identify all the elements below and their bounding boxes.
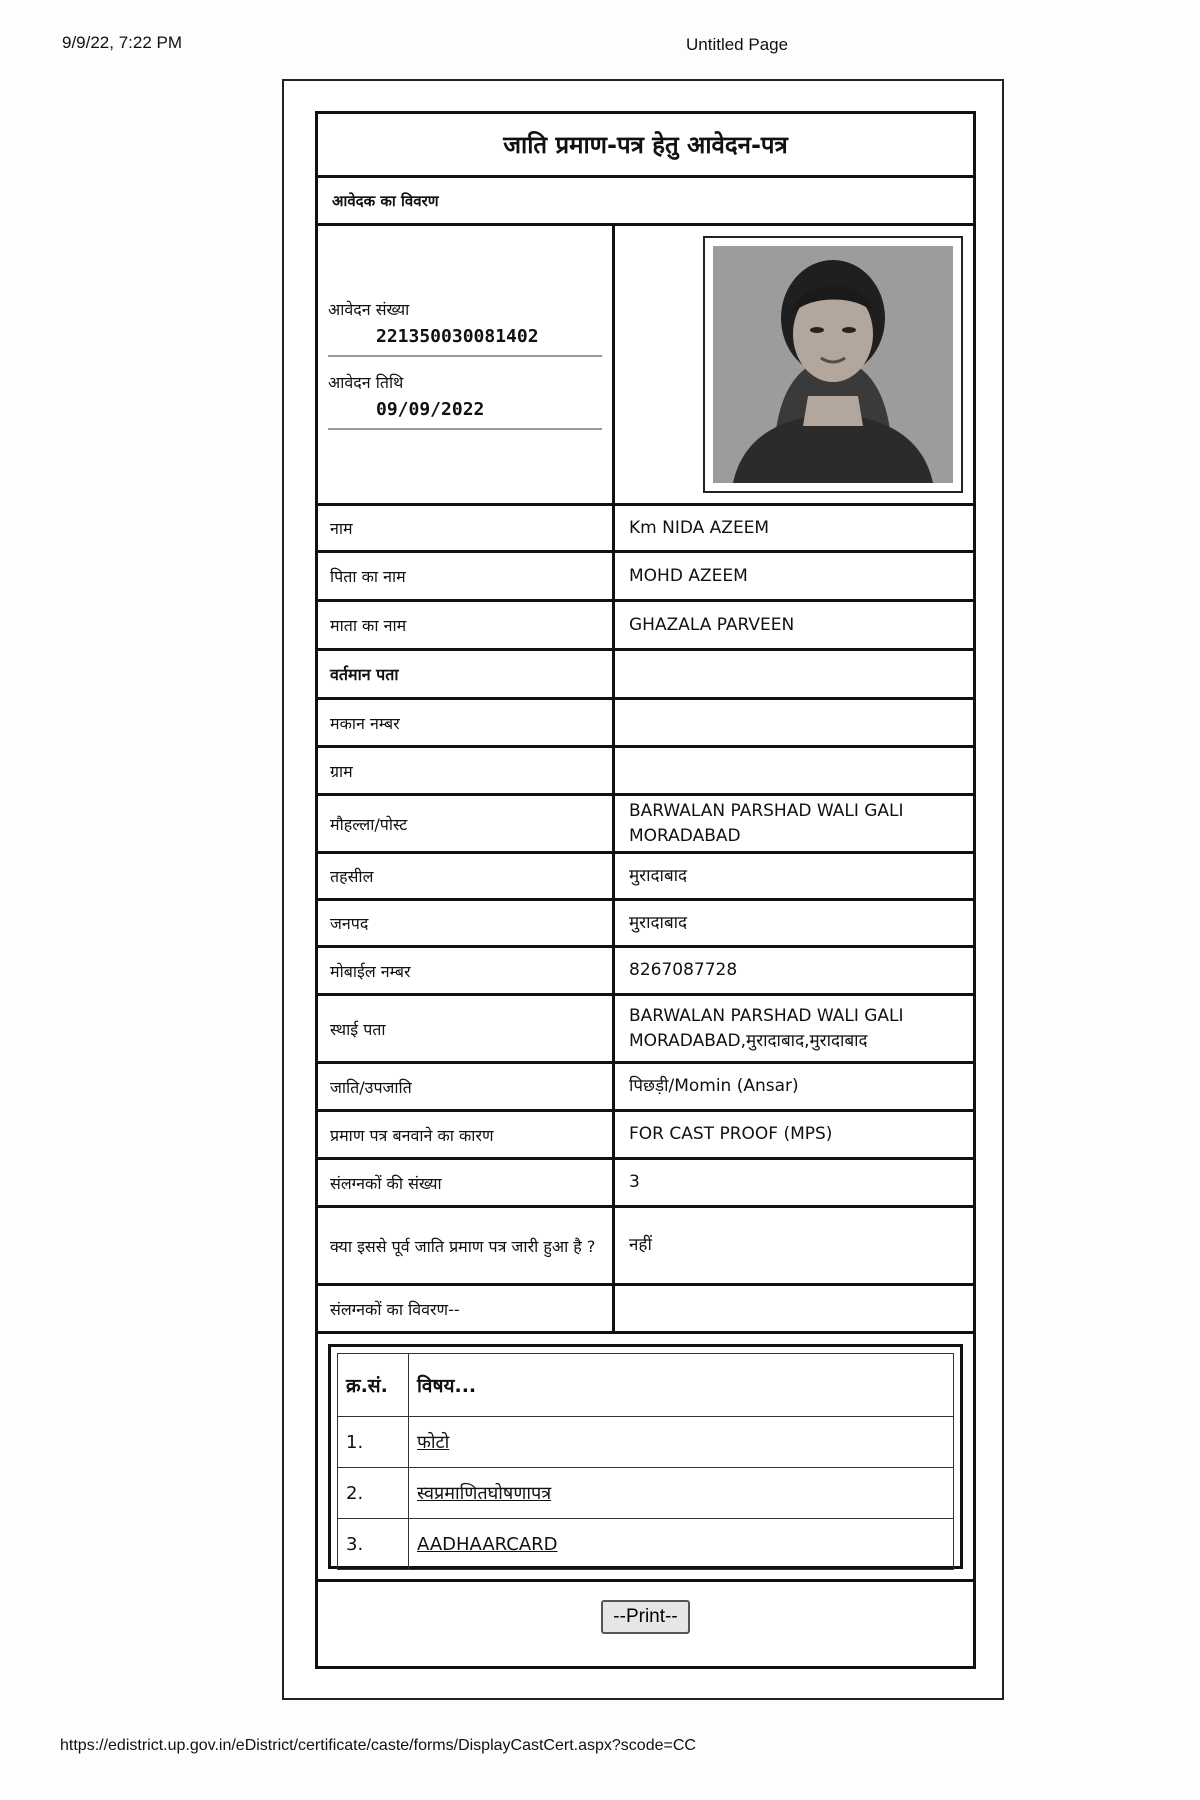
caste-subcaste-value: पिछड़ी/Momin (Ansar) [629,1076,799,1097]
attachment-num: 1. [338,1417,409,1468]
mobile-number-value: 8267087728 [629,960,738,981]
detail-row-caste-subcaste [318,1064,973,1112]
detail-row-father-name [318,553,973,602]
tehsil-label: तहसील [318,854,615,898]
previous-certificate-label: क्या इससे पूर्व जाति प्रमाण पत्र जारी हुआ है ? [318,1208,615,1283]
attachments-table-frame [328,1344,963,1569]
attachment-link-aadhaar[interactable]: AADHAARCARD [417,1533,558,1555]
mother-name-value: GHAZALA PARVEEN [629,614,795,635]
photo-cell [615,226,973,503]
mobile-number-label: मोबाईल नम्बर [318,948,615,993]
print-row [318,1582,973,1652]
section-title: आवेदक का विवरण [318,178,973,226]
detail-row-attachment-details [318,1286,973,1334]
detail-row-mobile-number [318,948,973,996]
mother-name-label: माता का नाम [318,602,615,648]
father-name-value: MOHD AZEEM [629,565,748,586]
mohalla-post-value: BARWALAN PARSHAD WALI GALI MORADABAD [629,800,904,846]
attachment-cell [409,1468,954,1519]
detail-row-attachment-count [318,1160,973,1208]
district-value: मुरादाबाद [629,912,688,933]
table-row [338,1468,954,1519]
application-number: 221350030081402 [328,326,602,357]
detail-row-permanent-address [318,996,973,1064]
form-title: जाति प्रमाण-पत्र हेतु आवेदन-पत्र [318,114,973,178]
tehsil-value: मुरादाबाद [629,865,688,886]
attachment-link-declaration[interactable]: स्वप्रमाणितघोषणापत्र [417,1483,552,1504]
applicant-photo-image [713,246,953,483]
application-info-block [318,226,973,506]
applicant-photo-frame [703,236,963,493]
detail-row-previous-certificate [318,1208,973,1286]
application-date: 09/09/2022 [328,399,602,430]
print-url: https://edistrict.up.gov.in/eDistrict/certificate/caste/forms/DisplayCastCert.aspx?scode=CC [60,1737,696,1754]
district-label: जनपद [318,901,615,945]
current-address-label: वर्तमान पता [318,651,615,697]
certificate-reason-value: FOR CAST PROOF (MPS) [629,1124,833,1145]
caste-application-form [315,111,976,1669]
attachment-num: 2. [338,1468,409,1519]
mohalla-post-label: मौहल्ला/पोस्ट [318,796,615,851]
house-number-label: मकान नम्बर [318,700,615,745]
attachment-cell [409,1519,954,1570]
name-value: Km NIDA AZEEM [629,517,770,538]
house-number-value [615,700,973,745]
name-label: नाम [318,506,615,550]
current-address-value [615,651,973,697]
attachment-details-label: संलग्नकों का विवरण-- [318,1286,615,1331]
detail-row-tehsil [318,854,973,901]
print-page-title: Untitled Page [686,35,789,54]
attachment-num: 3. [338,1519,409,1570]
application-date-label: आवेदन तिथि [328,373,404,392]
village-label: ग्राम [318,748,615,793]
village-value [615,748,973,793]
detail-row-mother-name [318,602,973,651]
print-date: 9/9/22, 7:22 PM [62,33,183,52]
attachments-table [337,1353,954,1570]
detail-row-mohalla-post [318,796,973,854]
caste-subcaste-label: जाति/उपजाति [318,1064,615,1109]
print-button[interactable]: --Print-- [601,1600,689,1634]
application-info [318,226,615,503]
attachment-link-photo[interactable]: फोटो [417,1432,450,1453]
attachment-details-value [615,1286,973,1331]
table-row [338,1519,954,1570]
application-number-label: आवेदन संख्या [328,300,410,319]
detail-row-name [318,506,973,553]
detail-row-current-address [318,651,973,700]
certificate-reason-label: प्रमाण पत्र बनवाने का कारण [318,1112,615,1157]
attachment-cell [409,1417,954,1468]
permanent-address-value: BARWALAN PARSHAD WALI GALI MORADABAD,मुरादाबाद,मुरादाबाद [629,1005,904,1051]
attachment-count-value: 3 [629,1172,640,1193]
detail-row-village [318,748,973,796]
detail-row-house-number [318,700,973,748]
previous-certificate-value: नहीं [629,1235,652,1256]
father-name-label: पिता का नाम [318,553,615,599]
details-rows [318,506,973,1334]
attachments-section [318,1334,973,1582]
detail-row-district [318,901,973,948]
applicant-photo [713,246,953,483]
table-row [338,1417,954,1468]
detail-row-certificate-reason [318,1112,973,1160]
attachment-count-label: संलग्नकों की संख्या [318,1160,615,1205]
col-serial-header: क्र.सं. [338,1354,409,1417]
attachments-header-row [338,1354,954,1417]
col-subject-header: विषय... [409,1354,954,1417]
permanent-address-label: स्थाई पता [318,996,615,1061]
